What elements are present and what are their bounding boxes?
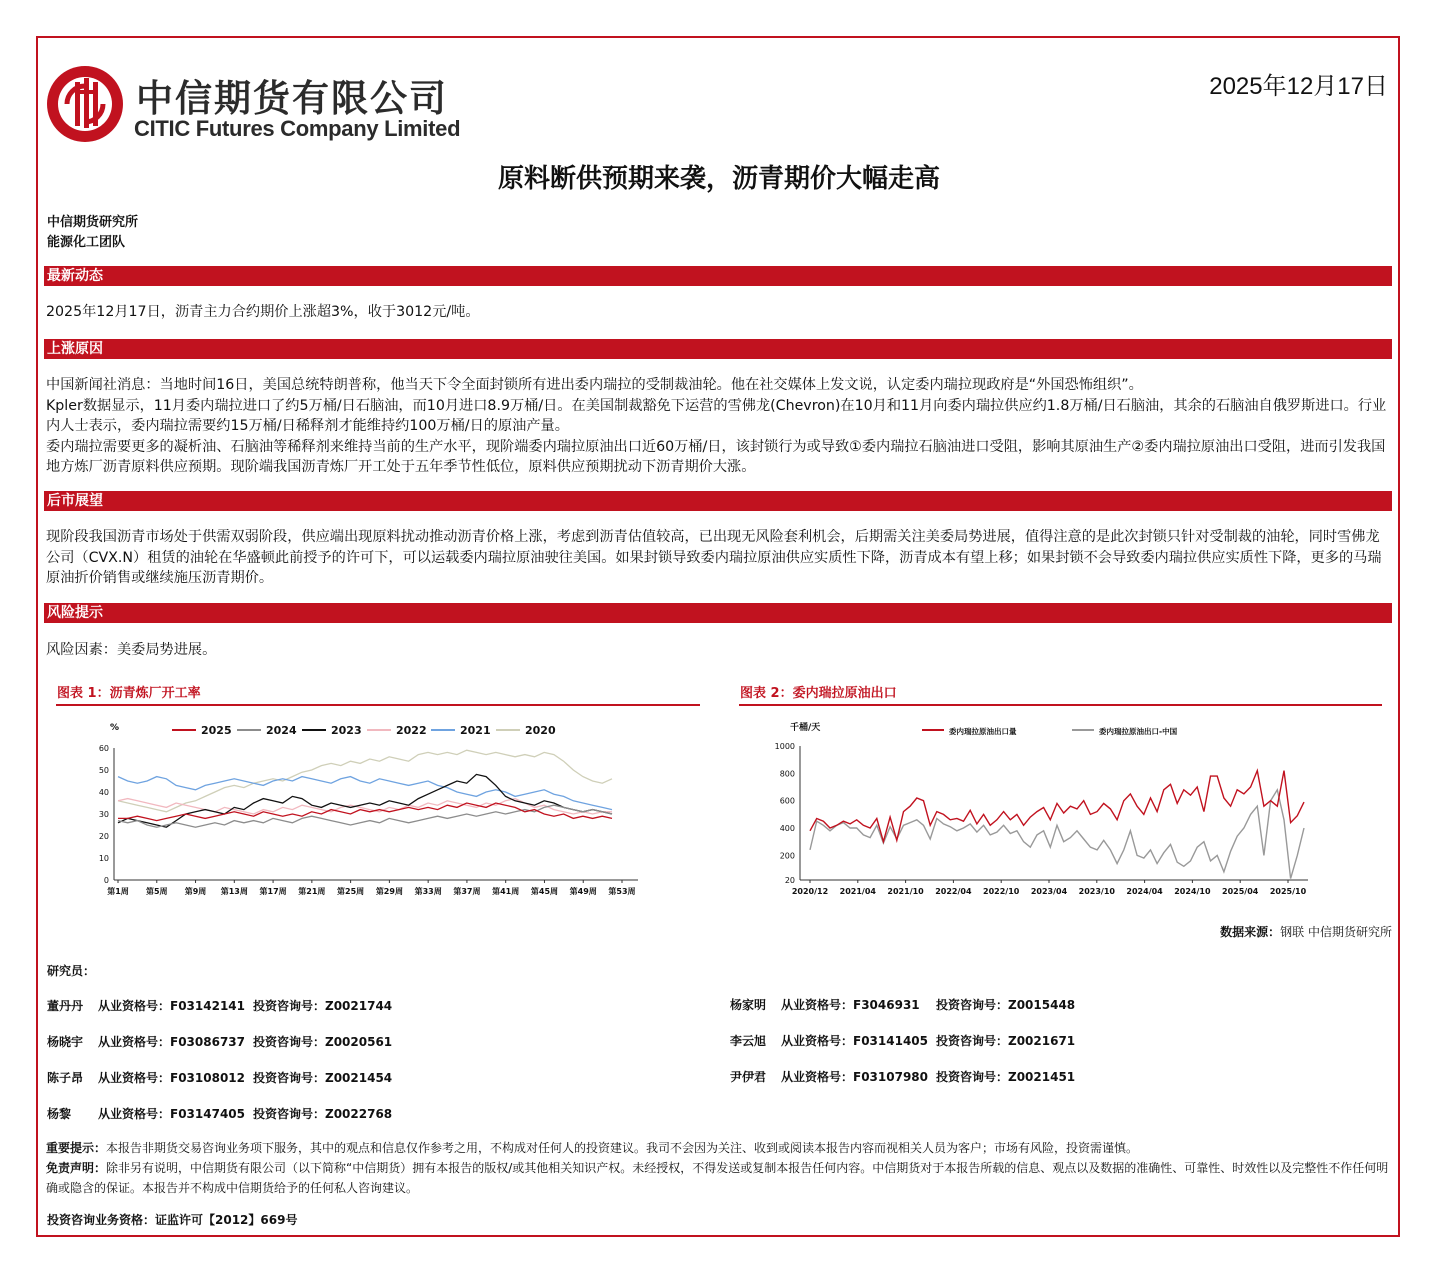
license-line: 投资咨询业务资格：证监许可【2012】669号 xyxy=(47,1213,298,1227)
source-text: 钢联 中信期货研究所 xyxy=(1280,925,1392,939)
disclaimer xyxy=(46,1158,1392,1198)
y-tick-label: 50 xyxy=(98,766,109,775)
analyst-consult: 投资咨询号：Z0021671 xyxy=(936,1034,1076,1048)
analyst-name: 杨晓宇 xyxy=(47,1035,84,1049)
disclaimer-label: 免责声明： xyxy=(46,1161,107,1175)
x-tick-label: 2023/04 xyxy=(1030,887,1068,896)
report-title: 原料断供预期来袭，沥青期价大幅走高 xyxy=(497,164,940,194)
x-tick-label: 第21周 xyxy=(298,887,326,896)
x-tick-label: 第33周 xyxy=(414,887,442,896)
figure1-title: 图表 1：沥青炼厂开工率 xyxy=(57,686,201,701)
x-tick-label: 第53周 xyxy=(608,887,636,896)
x-tick-label: 第5周 xyxy=(145,887,168,896)
y-tick-label: 10 xyxy=(98,854,109,863)
citic-emblem-icon xyxy=(44,64,130,148)
section-heading-latest: 最新动态 xyxy=(44,266,1392,286)
asphalt-refinery-rate-chart xyxy=(80,716,660,906)
y-unit-label: % xyxy=(110,723,120,733)
disclaimer-text: 除非另有说明，中信期货有限公司（以下简称“中信期货）拥有本报告的版权/或其他相关知识产权。未经授权，不得发送或复制本报告任何内容。中信期货对于本报告所载的信息、观点以及数据的准确性、可靠性、时效性以及完整性不作任何明确或隐含的保证。本报告并不构成中信期货给予的任何私人咨询建议。 xyxy=(46,1161,1389,1195)
figure2-rule xyxy=(739,704,1382,706)
analyst-name: 杨黎 xyxy=(47,1107,72,1121)
legend-label: 2025 xyxy=(201,724,232,737)
analyst-cert: 从业资格号：F03086737 xyxy=(98,1035,245,1049)
analyst-name: 陈子昂 xyxy=(47,1071,84,1085)
source-label: 数据来源： xyxy=(1220,925,1281,939)
data-source xyxy=(1220,923,1392,940)
outlook-text: 现阶段我国沥青市场处于供需双弱阶段，供应端出现原料扰动推动沥青价格上涨，考虑到沥青估值较高，已出现无风险套利机会，后期需关注美委局势进展，值得注意的是此次封锁只针对受制裁的油轮，同时雪佛龙公司（CVX.N）租赁的油轮在华盛顿此前授予的许可下，可以运载委内瑞拉原油驶往美国。如果封锁导致委内瑞拉原油供应实质性下降，沥青成本有望上移；如果封锁不会导致委内瑞拉供应实质性下降，更多的马瑞原油折价销售或继续施压沥青期价。 xyxy=(46,529,1382,586)
risk-text: 风险因素：美委局势进展。 xyxy=(46,642,217,658)
series-line-委内瑞拉原油出口量 xyxy=(810,771,1304,842)
x-tick-label: 第45周 xyxy=(530,887,559,896)
legend-label: 委内瑞拉原油出口-中国 xyxy=(1099,727,1178,736)
analyst-name: 董丹丹 xyxy=(47,999,84,1013)
legend-label: 2021 xyxy=(460,724,491,737)
analyst-consult: 投资咨询号：Z0021454 xyxy=(253,1071,393,1085)
section-heading-risk: 风险提示 xyxy=(44,603,1392,623)
x-tick-label: 2025/10 xyxy=(1269,887,1307,896)
x-tick-label: 第9周 xyxy=(184,887,207,896)
important-notice xyxy=(46,1138,1392,1158)
x-tick-label: 第49周 xyxy=(569,887,597,896)
y-tick-label: 800 xyxy=(779,769,795,779)
reasons-p2: Kpler数据显示，11月委内瑞拉进口了约5万桶/日石脑油，而10月进口8.9万桶/日。在美国制裁豁免下运营的雪佛龙(Chevron)在10月和11月向委内瑞拉供应约1.8万桶/日石脑油，其余的石脑油自俄罗斯进口。行业内人士表示，委内瑞拉需要约15万桶/日稀释剂才能维持约100万桶/日的原油产量。 xyxy=(46,397,1387,434)
report-date: 2025年12月17日 xyxy=(1209,73,1388,100)
x-tick-label: 第17周 xyxy=(259,887,287,896)
legend-label: 2023 xyxy=(331,724,362,737)
analyst-cert: 从业资格号：F03147405 xyxy=(98,1107,245,1121)
legend-label: 2020 xyxy=(525,724,556,737)
analyst-name: 尹伊君 xyxy=(730,1070,767,1084)
y-tick-label: 600 xyxy=(779,796,795,806)
x-tick-label: 2022/10 xyxy=(983,887,1020,896)
y-tick-label: 1000 xyxy=(774,742,795,751)
analyst-cert: 从业资格号：F03141405 xyxy=(781,1034,928,1048)
x-tick-label: 第37周 xyxy=(453,887,481,896)
analyst-consult: 投资咨询号：Z0021744 xyxy=(253,999,393,1013)
x-tick-label: 第29周 xyxy=(375,887,403,896)
institute-name: 中信期货研究所 xyxy=(47,215,139,230)
x-tick-label: 2024/10 xyxy=(1174,887,1211,896)
latest-text: 2025年12月17日，沥青主力合约期价上涨超3%，收于3012元/吨。 xyxy=(46,304,480,320)
brand-name-cn: 中信期货有限公司 xyxy=(136,76,448,120)
x-tick-label: 2025/04 xyxy=(1222,887,1259,896)
section-heading-outlook: 后市展望 xyxy=(44,491,1392,511)
x-tick-label: 第1周 xyxy=(107,887,129,896)
important-label: 重要提示： xyxy=(46,1141,107,1155)
x-tick-label: 第41周 xyxy=(492,887,520,896)
venezuela-crude-export-chart xyxy=(770,716,1330,906)
x-tick-label: 2022/04 xyxy=(935,887,972,896)
analyst-consult: 投资咨询号：Z0022768 xyxy=(253,1107,393,1121)
y-tick-label: 0 xyxy=(103,876,109,885)
citic-logo xyxy=(44,64,484,148)
important-text: 本报告非期货交易咨询业务项下服务，其中的观点和信息仅作参考之用，不构成对任何人的投资建议。我司不会因为关注、收到或阅读本报告内容而视相关人员为客户；市场有风险，投资需谨慎。 xyxy=(106,1141,1139,1155)
legend-label: 2022 xyxy=(396,724,427,737)
y-tick-label: 30 xyxy=(98,810,109,819)
analyst-cert: 从业资格号：F3046931 xyxy=(781,998,920,1012)
team-name: 能源化工团队 xyxy=(47,235,126,250)
analyst-name: 李云旭 xyxy=(730,1034,767,1048)
x-tick-label: 2021/04 xyxy=(839,887,876,896)
y-tick-label: 400 xyxy=(779,824,795,834)
x-tick-label: 第25周 xyxy=(337,887,365,896)
x-tick-label: 2024/04 xyxy=(1126,887,1163,896)
figure1-rule xyxy=(56,704,700,706)
reasons-p3: 委内瑞拉需要更多的凝析油、石脑油等稀释剂来维持当前的生产水平，现阶端委内瑞拉原油出口近60万桶/日，该封锁行为或导致①委内瑞拉石脑油进口受阻，影响其原油生产②委内瑞拉原油出口受阻，进而引发我国地方炼厂沥青原料供应预期。现阶端我国沥青炼厂开工处于五年季节性低位，原料供应预期扰动下沥青期价大涨。 xyxy=(46,438,1386,475)
analyst-consult: 投资咨询号：Z0020561 xyxy=(253,1035,393,1049)
analyst-consult: 投资咨询号：Z0021451 xyxy=(936,1070,1076,1084)
y-tick-label: 20 xyxy=(784,876,795,885)
x-tick-label: 2020/12 xyxy=(791,887,829,896)
series-line-2020 xyxy=(118,750,612,812)
brand-name-en: CITIC Futures Company Limited xyxy=(134,116,461,141)
analysts-heading: 研究员： xyxy=(47,964,96,978)
reasons-paragraphs xyxy=(46,375,1388,478)
analyst-cert: 从业资格号：F03108012 xyxy=(98,1071,245,1085)
x-tick-label: 2023/10 xyxy=(1078,887,1115,896)
y-tick-label: 20 xyxy=(98,832,109,841)
x-tick-label: 2021/10 xyxy=(887,887,924,896)
analyst-cert: 从业资格号：F03142141 xyxy=(98,999,245,1013)
reasons-p1: 中国新闻社消息：当地时间16日，美国总统特朗普称，他当天下令全面封锁所有进出委内瑞拉的受制裁油轮。他在社交媒体上发文说，认定委内瑞拉现政府是“外国恐怖组织”。 xyxy=(46,377,1143,393)
figure2-title: 图表 2：委内瑞拉原油出口 xyxy=(740,686,897,701)
legend-label: 2024 xyxy=(266,724,297,737)
series-line-2025 xyxy=(118,803,612,821)
legend-label: 委内瑞拉原油出口量 xyxy=(949,727,1017,736)
report-frame xyxy=(36,36,1400,1237)
analyst-consult: 投资咨询号：Z0015448 xyxy=(936,998,1076,1012)
y-tick-label: 200 xyxy=(779,851,795,861)
y-tick-label: 60 xyxy=(98,744,109,753)
y-tick-label: 40 xyxy=(98,788,109,797)
section-heading-reasons: 上涨原因 xyxy=(44,339,1392,359)
analyst-cert: 从业资格号：F03107980 xyxy=(781,1070,928,1084)
y-unit-label: 千桶/天 xyxy=(790,723,821,733)
x-tick-label: 第13周 xyxy=(220,887,248,896)
analyst-name: 杨家明 xyxy=(730,998,767,1012)
